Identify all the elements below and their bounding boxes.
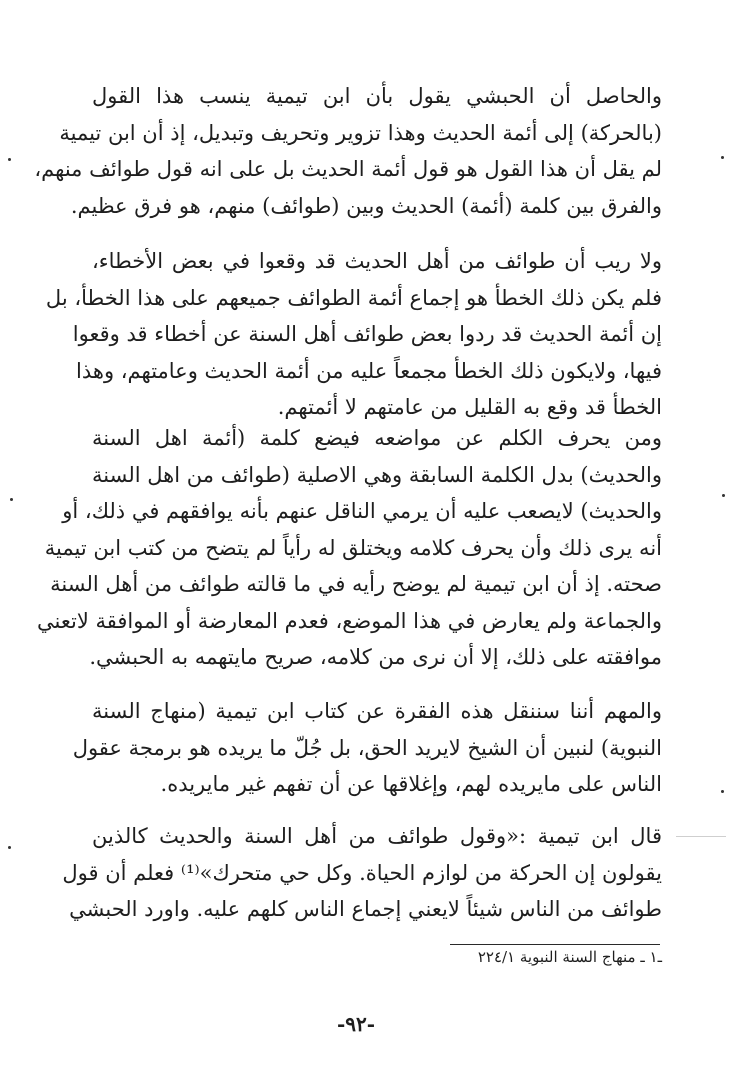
text-line: ومن يحرف الكلم عن مواضعه فيضع كلمة (أئمة اهل السنة [92,426,662,450]
paragraph-2 [45,243,662,426]
scan-speck [722,494,725,497]
text-line: الناس على مايريده لهم، وإغلاقها عن أن تفهم غير مايريده. [160,772,662,796]
text-line: ولا ريب أن طوائف من أهل الحديث قد وقعوا في بعض الأخطاء، [92,249,662,273]
text-line: طوائف من الناس شيئاً لايعني إجماع الناس كلهم عليه. واورد الحبشي [69,897,662,921]
text-line: فيها، ولايكون ذلك الخطأ مجمعاً عليه من أئمة الحديث وعامتهم، وهذا [76,358,662,383]
text-line: والجماعة ولم يعارض في هذا الموضع، فعدم المعارضة أو الموافقة لاتعني [37,608,662,633]
scan-speck [721,790,724,793]
footnote-divider [450,944,660,945]
text-line: (بالحركة) إلى أئمة الحديث وهذا تزوير وتحريف وتبديل، إذ أن ابن تيمية [59,120,662,145]
text-line: والحاصل أن الحبشي يقول بأن ابن تيمية ينسب هذا القول [92,84,662,108]
text-line: النبوية) لنبين أن الشيخ لايريد الحق، بل جُلّ ما يريده هو برمجة عقول [72,735,662,760]
text-line: صحته. إذ أن ابن تيمية لم يوضح رأيه في ما قالته طوائف من أهل السنة [50,572,662,596]
scan-streak [676,836,726,837]
text-line: والمهم أننا سننقل هذه الفقرة عن كتاب ابن تيمية (منهاج السنة [92,699,662,723]
scan-speck [721,156,724,159]
paragraph-1 [34,78,662,224]
scan-speck [10,498,13,501]
text-line: لم يقل أن هذا القول هو قول أئمة الحديث بل على انه قول طوائف منهم، [34,157,662,181]
text-line: والفرق بين كلمة (أئمة) الحديث وبين (طوائف) منهم، هو فرق عظيم. [70,193,662,218]
paragraph-4 [72,693,662,803]
scan-speck [8,158,11,161]
text-line: أنه يرى ذلك وأن يحرف كلامه ويختلق له رأياً لم يتضح من كتب ابن تيمية [44,535,662,560]
text-line: يقولون إن الحركة من لوازم الحياة. وكل حي متحرك»⁽¹⁾ فعلم أن قول [62,860,662,885]
text-line: فلم يكن ذلك الخطأ هو إجماع أئمة الطوائف جميعهم على هذا الخطأ، بل [45,285,662,310]
text-line: إن أئمة الحديث قد ردوا بعض طوائف أهل السنة عن أخطاء قد وقعوا [72,322,662,346]
text-line: الخطأ قد وقع به القليل من عامتهم لا أئمتهم. [277,395,662,419]
paragraph-3 [37,420,662,676]
page-number: -٩٢- [336,1012,376,1036]
text-line: والحديث) بدل الكلمة السابقة وهي الاصلية (طوائف من اهل السنة [92,462,662,487]
text-line: قال ابن تيمية :«وقول طوائف من أهل السنة والحديث كالذين [92,824,662,848]
paragraph-5 [62,818,662,928]
text-line: والحديث) لايصعب عليه أن يرمي الناقل عنهم بأنه يوافقهم في ذلك، أو [62,499,662,523]
footnote: ـ١ ـ منهاج السنة النبوية ٢٢٤/١ [477,948,662,966]
text-line: موافقته على ذلك، إلا أن نرى من كلامه، صريح مايتهمه به الحبشي. [89,645,662,669]
scan-speck [8,846,11,849]
